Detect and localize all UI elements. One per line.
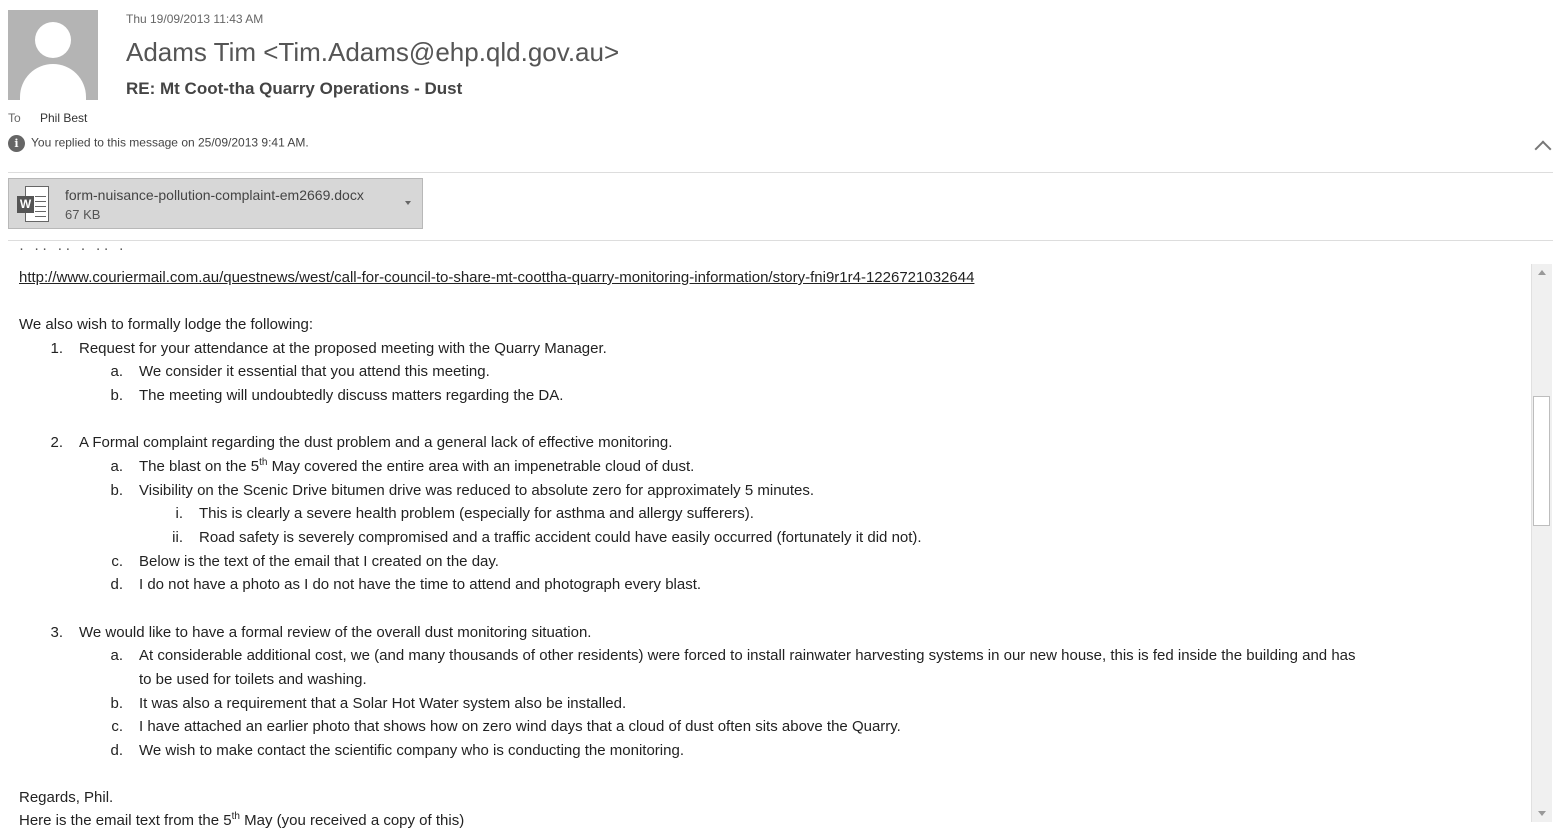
list-letter: a.	[110, 458, 123, 475]
list-item: We would like to have a formal review of the overall dust monitoring situation.	[79, 624, 592, 641]
list-item: A Formal complaint regarding the dust problem and a general lack of effective monitoring.	[79, 434, 673, 451]
list-item: This is clearly a severe health problem (especially for asthma and allergy sufferers).	[199, 505, 754, 522]
list-letter: c.	[111, 718, 123, 735]
avatar-head-shape	[35, 22, 71, 58]
list-letter: d.	[110, 742, 123, 759]
attachment-divider	[8, 240, 1553, 241]
list-item: Road safety is severely compromised and a traffic accident could have easily occurred (fortunately it did not).	[199, 529, 922, 546]
replied-info-text: You replied to this message on 25/09/2013 9:41 AM.	[31, 135, 309, 150]
message-body	[0, 248, 1530, 835]
scroll-up-arrow-icon[interactable]	[1532, 264, 1552, 281]
list-item	[139, 458, 694, 476]
list-number: 2.	[50, 434, 63, 451]
footer-text	[19, 812, 464, 830]
list-letter: b.	[110, 387, 123, 404]
list-item-text: The blast on the 5	[139, 458, 260, 475]
list-item: Below is the text of the email that I created on the day.	[139, 553, 499, 570]
scrollbar-thumb[interactable]	[1533, 396, 1550, 526]
list-letter: d.	[110, 576, 123, 593]
recipient-name[interactable]: Phil Best	[40, 111, 88, 125]
sender-avatar	[8, 10, 98, 100]
list-letter: c.	[111, 553, 123, 570]
intro-text: We also wish to formally lodge the following:	[19, 316, 314, 333]
list-item: I do not have a photo as I do not have the time to attend and photograph every blast.	[139, 576, 702, 593]
list-letter: b.	[110, 482, 123, 499]
list-item: I have attached an earlier photo that shows how on zero wind days that a cloud of dust often sits above the Quarry.	[139, 718, 901, 735]
list-item: Request for your attendance at the proposed meeting with the Quarry Manager.	[79, 340, 607, 357]
list-item-text: May covered the entire area with an impenetrable cloud of dust.	[267, 458, 695, 475]
header-divider	[8, 172, 1553, 173]
list-item: We wish to make contact the scientific company who is conducting the monitoring.	[139, 742, 684, 759]
list-item: At considerable additional cost, we (and many thousands of other residents) were forced to install rainwater harvesting systems in our new house, this is fed inside the building and has	[139, 647, 1356, 664]
list-number: 1.	[50, 340, 63, 357]
ordinal-suffix: th	[231, 811, 240, 822]
footer-text-part: Here is the email text from the 5	[19, 812, 232, 829]
collapse-header-icon[interactable]	[1535, 141, 1552, 158]
footer-text-part: May (you received a copy of this)	[239, 812, 465, 829]
message-date: Thu 19/09/2013 11:43 AM	[126, 12, 264, 26]
attachment-size: 67 KB	[65, 207, 101, 222]
list-item: It was also a requirement that a Solar Hot Water system also be installed.	[139, 695, 627, 712]
to-label: To	[8, 111, 21, 125]
list-letter: a.	[110, 363, 123, 380]
list-item: Visibility on the Scenic Drive bitumen drive was reduced to absolute zero for approximately 5 minutes.	[139, 482, 815, 499]
list-roman: i.	[175, 505, 183, 522]
word-document-icon: W	[17, 186, 51, 222]
signoff-text: Regards, Phil.	[19, 789, 114, 806]
attachment-dropdown-icon[interactable]	[405, 201, 411, 205]
list-item: We consider it essential that you attend this meeting.	[139, 363, 490, 380]
info-icon: i	[8, 135, 25, 152]
ordinal-suffix: th	[259, 457, 268, 468]
article-link[interactable]: http://www.couriermail.com.au/questnews/west/call-for-council-to-share-mt-coottha-quarry-monitoring-information/story-fni9r1r4-1226721032644	[19, 269, 975, 286]
message-subject: RE: Mt Coot-tha Quarry Operations - Dust	[126, 79, 463, 98]
attachment-item[interactable]	[8, 178, 423, 229]
replied-info-bar[interactable]	[8, 135, 309, 152]
list-letter: b.	[110, 695, 123, 712]
list-letter: a.	[110, 647, 123, 664]
vertical-scrollbar[interactable]	[1531, 264, 1552, 822]
attachment-name: form-nuisance-pollution-complaint-em2669.docx	[65, 187, 364, 203]
sender-name[interactable]: Adams Tim <Tim.Adams@ehp.qld.gov.au>	[126, 37, 620, 67]
avatar-body-shape	[20, 64, 86, 100]
list-roman: ii.	[172, 529, 183, 546]
clipped-text-line: · ·· ·· · ·· ·	[19, 248, 127, 257]
list-item-continued: to be used for toilets and washing.	[139, 671, 367, 688]
list-number: 3.	[50, 624, 63, 641]
list-item: The meeting will undoubtedly discuss matters regarding the DA.	[139, 387, 564, 404]
scroll-down-arrow-icon[interactable]	[1532, 805, 1552, 822]
